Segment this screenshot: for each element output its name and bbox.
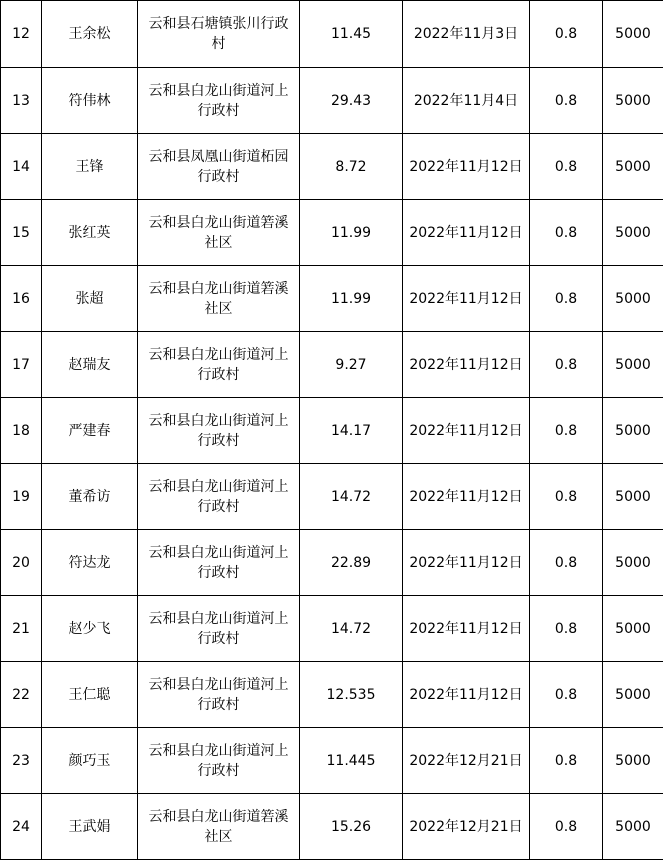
rate-cell: 0.8	[530, 134, 603, 200]
amount-cell: 9.27	[300, 332, 403, 398]
address-cell: 云和县白龙山街道河上行政村	[138, 332, 300, 398]
sum-cell: 5000	[603, 68, 663, 134]
date-cell: 2022年11月12日	[403, 398, 530, 464]
row-number: 14	[1, 134, 42, 200]
sum-cell: 5000	[603, 1, 663, 68]
rate-cell: 0.8	[530, 728, 603, 794]
amount-cell: 14.17	[300, 398, 403, 464]
date-cell: 2022年11月3日	[403, 1, 530, 68]
sum-cell: 5000	[603, 530, 663, 596]
person-name: 符伟林	[42, 68, 138, 134]
rate-cell: 0.8	[530, 68, 603, 134]
person-name: 王余松	[42, 1, 138, 68]
person-name: 颜巧玉	[42, 728, 138, 794]
date-cell: 2022年11月12日	[403, 134, 530, 200]
amount-cell: 15.26	[300, 794, 403, 860]
address-cell: 云和县白龙山街道河上行政村	[138, 398, 300, 464]
table-row	[1, 332, 663, 398]
date-cell: 2022年11月12日	[403, 530, 530, 596]
address-cell: 云和县白龙山街道河上行政村	[138, 596, 300, 662]
row-number: 15	[1, 200, 42, 266]
amount-cell: 11.445	[300, 728, 403, 794]
date-cell: 2022年11月12日	[403, 596, 530, 662]
address-cell: 云和县白龙山街道箬溪社区	[138, 200, 300, 266]
rate-cell: 0.8	[530, 596, 603, 662]
person-name: 王锋	[42, 134, 138, 200]
row-number: 21	[1, 596, 42, 662]
amount-cell: 14.72	[300, 596, 403, 662]
row-number: 17	[1, 332, 42, 398]
amount-cell: 22.89	[300, 530, 403, 596]
amount-cell: 11.45	[300, 1, 403, 68]
rate-cell: 0.8	[530, 398, 603, 464]
row-number: 22	[1, 662, 42, 728]
row-number: 18	[1, 398, 42, 464]
person-name: 赵少飞	[42, 596, 138, 662]
table-row	[1, 794, 663, 860]
address-cell: 云和县白龙山街道河上行政村	[138, 662, 300, 728]
person-name: 王武娟	[42, 794, 138, 860]
row-number: 12	[1, 1, 42, 68]
person-name: 严建春	[42, 398, 138, 464]
person-name: 王仁聪	[42, 662, 138, 728]
person-name: 赵瑞友	[42, 332, 138, 398]
row-number: 20	[1, 530, 42, 596]
table-row	[1, 68, 663, 134]
table-row	[1, 134, 663, 200]
amount-cell: 11.99	[300, 200, 403, 266]
address-cell: 云和县白龙山街道箬溪社区	[138, 794, 300, 860]
rate-cell: 0.8	[530, 332, 603, 398]
row-number: 23	[1, 728, 42, 794]
address-cell: 云和县石塘镇张川行政村	[138, 1, 300, 68]
sum-cell: 5000	[603, 266, 663, 332]
row-number: 16	[1, 266, 42, 332]
date-cell: 2022年11月12日	[403, 200, 530, 266]
amount-cell: 11.99	[300, 266, 403, 332]
rate-cell: 0.8	[530, 200, 603, 266]
table-row	[1, 200, 663, 266]
sum-cell: 5000	[603, 200, 663, 266]
rate-cell: 0.8	[530, 530, 603, 596]
sum-cell: 5000	[603, 464, 663, 530]
person-name: 符达龙	[42, 530, 138, 596]
address-cell: 云和县白龙山街道箬溪社区	[138, 266, 300, 332]
amount-cell: 14.72	[300, 464, 403, 530]
address-cell: 云和县凤凰山街道柘园行政村	[138, 134, 300, 200]
date-cell: 2022年11月12日	[403, 464, 530, 530]
rate-cell: 0.8	[530, 1, 603, 68]
rate-cell: 0.8	[530, 464, 603, 530]
table-body	[1, 1, 663, 860]
row-number: 13	[1, 68, 42, 134]
table-row	[1, 266, 663, 332]
person-name: 张红英	[42, 200, 138, 266]
table-row	[1, 728, 663, 794]
rate-cell: 0.8	[530, 266, 603, 332]
table-row	[1, 398, 663, 464]
date-cell: 2022年12月21日	[403, 728, 530, 794]
sum-cell: 5000	[603, 332, 663, 398]
date-cell: 2022年11月4日	[403, 68, 530, 134]
address-cell: 云和县白龙山街道河上行政村	[138, 728, 300, 794]
amount-cell: 8.72	[300, 134, 403, 200]
date-cell: 2022年11月12日	[403, 662, 530, 728]
date-cell: 2022年11月12日	[403, 332, 530, 398]
sum-cell: 5000	[603, 134, 663, 200]
sum-cell: 5000	[603, 728, 663, 794]
date-cell: 2022年12月21日	[403, 794, 530, 860]
address-cell: 云和县白龙山街道河上行政村	[138, 68, 300, 134]
table-row	[1, 1, 663, 68]
amount-cell: 29.43	[300, 68, 403, 134]
table-row	[1, 596, 663, 662]
sum-cell: 5000	[603, 662, 663, 728]
person-name: 张超	[42, 266, 138, 332]
sum-cell: 5000	[603, 596, 663, 662]
rate-cell: 0.8	[530, 794, 603, 860]
rate-cell: 0.8	[530, 662, 603, 728]
table-row	[1, 530, 663, 596]
table-row	[1, 464, 663, 530]
sum-cell: 5000	[603, 398, 663, 464]
table-row	[1, 662, 663, 728]
date-cell: 2022年11月12日	[403, 266, 530, 332]
person-name: 董希访	[42, 464, 138, 530]
row-number: 24	[1, 794, 42, 860]
row-number: 19	[1, 464, 42, 530]
address-cell: 云和县白龙山街道河上行政村	[138, 464, 300, 530]
sum-cell: 5000	[603, 794, 663, 860]
address-cell: 云和县白龙山街道河上行政村	[138, 530, 300, 596]
amount-cell: 12.535	[300, 662, 403, 728]
